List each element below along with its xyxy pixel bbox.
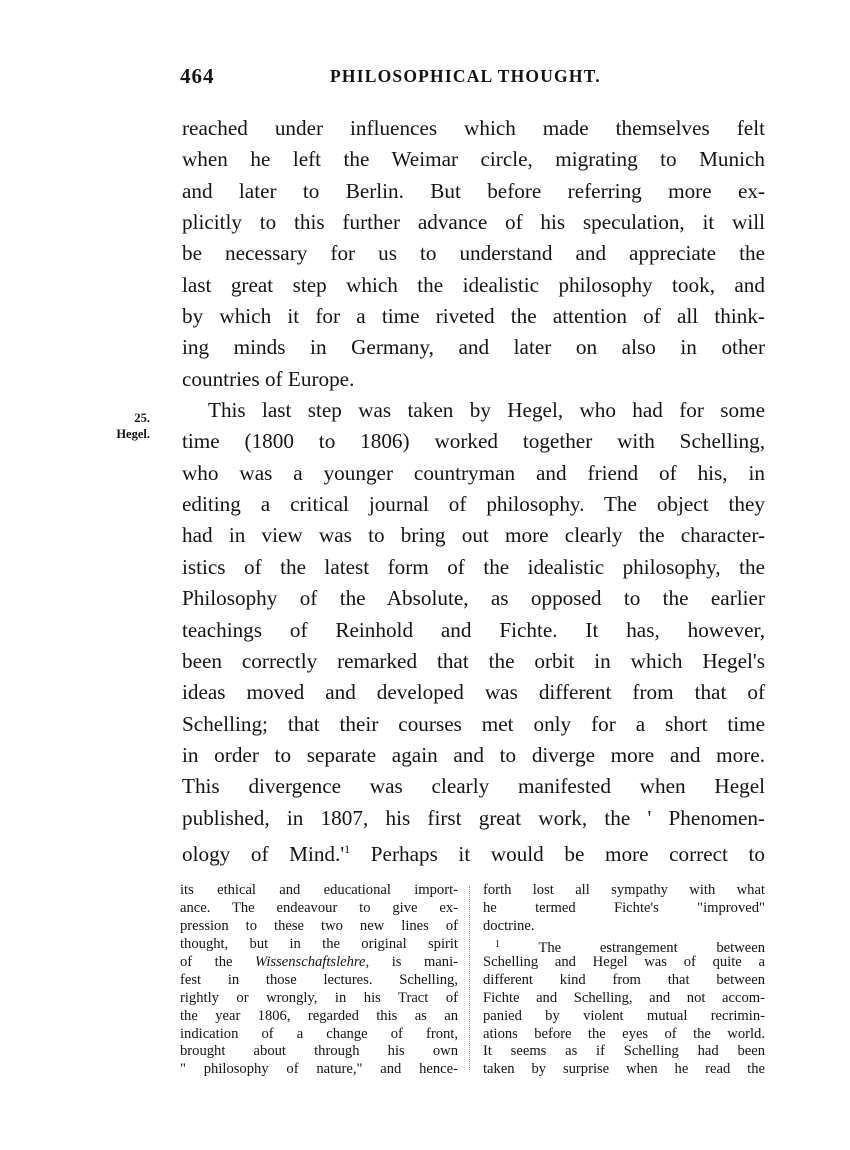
body-line: ing minds in Germany, and later on also in other [182,335,765,360]
body-line: in order to separate again and to diverge more and more. [182,742,765,767]
footnote-reference: 1 [344,841,351,856]
body-line: plicitly to this further advance of his speculation, it will [182,210,765,235]
body-line: This last step was taken by Hegel, who had for some [208,398,765,423]
body-line: published, in 1807, his first great work, the ' Phenomen- [182,805,765,830]
body-text [182,113,765,865]
body-line: reached under influences which made themselves felt [182,116,765,140]
body-line: istics of the latest form of the idealistic philosophy, the [182,554,765,579]
body-line: Schelling; that their courses met only for a short time [182,711,765,736]
footnote-line: different kind from that between [483,971,765,988]
footnote-line: ations before the eyes of the world. [483,1025,765,1042]
body-line: editing a critical journal of philosophy. The object they [182,492,765,517]
body-line: been correctly remarked that the orbit in which Hegel's [182,648,765,673]
body-line: countries of Europe. [182,366,355,391]
footnote-line: Fichte and Schelling, and not accom- [483,989,765,1006]
body-line: had in view was to bring out more clearly the character- [182,523,765,548]
body-line: when he left the Weimar circle, migrating to Munich [182,147,765,172]
footnote-line: panied by violent mutual recrimin- [483,1007,765,1024]
body-line-start: ology of Mind.' [182,841,345,866]
footnote-line: fest in those lectures. Schelling, [180,971,458,988]
body-line-with-footnote [182,834,765,865]
footnote-line: ance. The endeavour to give ex- [180,899,458,916]
body-line: and later to Berlin. But before referring more ex- [182,178,765,203]
footnote-line: pression to these two new lines of [180,917,458,934]
body-line: who was a younger countryman and friend of his, in [182,460,765,485]
footnote-line: Schelling and Hegel was of quite a [483,953,765,970]
margin-note-label: Hegel. [116,427,150,441]
footnote-line [483,936,765,954]
body-line: by which it for a time riveted the attention of all think- [182,304,765,329]
footnote-line: indication of a change of front, [180,1025,458,1042]
footnote-text: is mani- [369,953,458,970]
footnote-line: thought, but in the original spirit [180,935,458,952]
footnote-line: taken by surprise when he read the [483,1061,765,1078]
footnote-line: he termed Fichte's "improved" [483,899,765,916]
footnote-line: doctrine. [483,917,535,934]
margin-note-number: 25. [134,411,150,425]
footnote-line [180,954,458,972]
footnote-line: " philosophy of nature," and hence- [180,1061,458,1078]
body-line: teachings of Reinhold and Fichte. It has, however, [182,617,765,642]
body-line: time (1800 to 1806) worked together with Schelling, [182,429,765,454]
running-head: PHILOSOPHICAL THOUGHT. [330,66,601,86]
footnote-italic-title: Wissenschaftslehre, [255,953,370,970]
body-line: be necessary for us to understand and appreciate the [182,241,765,266]
page-header [180,64,765,90]
body-line: last great step which the idealistic philosophy took, and [182,272,765,297]
footnote-line: brought about through his own [180,1043,458,1060]
footnote-line: its ethical and educational import- [180,882,458,898]
footnote-text: The estrangement between [538,939,765,956]
body-line: ideas moved and developed was different from that of [182,680,765,705]
footnote-column-right [483,882,765,1079]
column-divider [469,886,471,1070]
footnote-line: forth lost all sympathy with what [483,882,765,898]
page-number: 464 [180,64,215,88]
footnote-column-left [180,882,458,1079]
footnote-line: rightly or wrongly, in his Tract of [180,989,458,1006]
margin-note [82,410,150,442]
footnote-text: of the [180,953,256,970]
body-line-end: Perhaps it would be more correct to [370,841,765,866]
footnote-line: the year 1806, regarded this as an [180,1007,458,1024]
body-line: This divergence was clearly manifested when Hegel [182,774,765,799]
body-line: Philosophy of the Absolute, as opposed to the earlier [182,586,765,611]
footnote-line: It seems as if Schelling had been [483,1043,765,1060]
footnote-marker: 1 [495,938,500,950]
